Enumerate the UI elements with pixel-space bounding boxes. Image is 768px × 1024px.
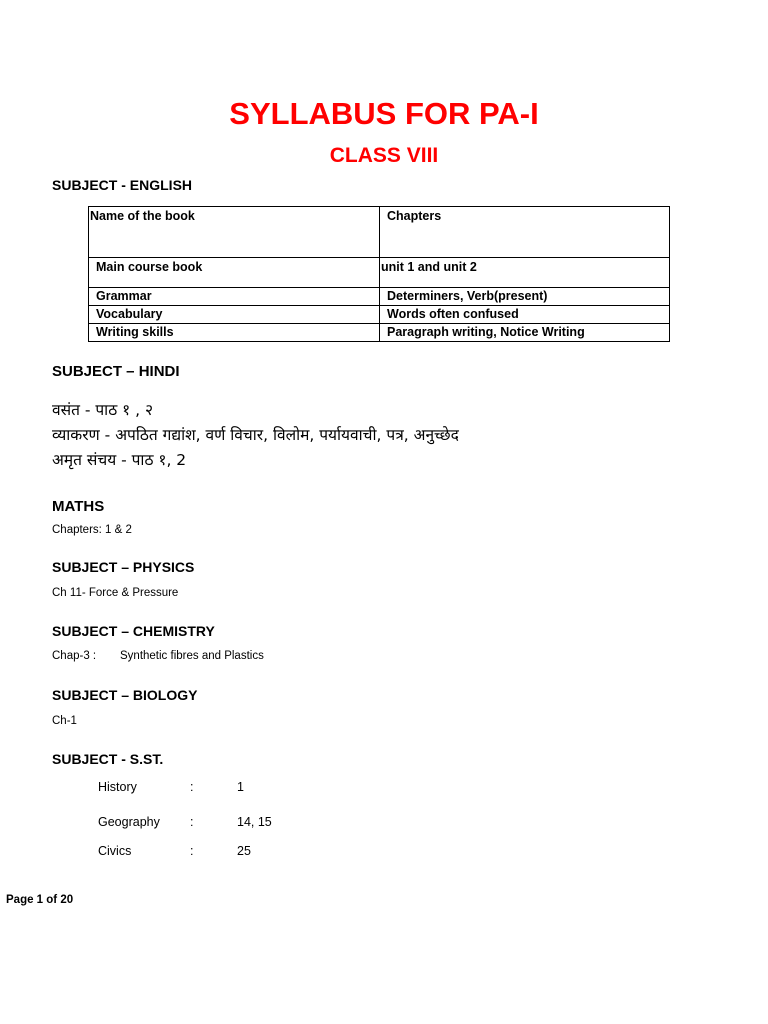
table-cell: Name of the book <box>89 207 380 258</box>
physics-heading: SUBJECT – PHYSICS <box>52 559 195 575</box>
sst-chapters: 25 <box>237 844 251 858</box>
table-cell: Chapters <box>380 207 670 258</box>
sst-subject: Geography <box>98 815 160 829</box>
table-cell: Main course book <box>89 258 380 288</box>
maths-heading: MATHS <box>52 498 105 515</box>
table-cell: Vocabulary <box>89 306 380 324</box>
maths-chapters: Chapters: 1 & 2 <box>52 524 132 536</box>
english-heading: SUBJECT - ENGLISH <box>52 177 193 193</box>
table-cell: Determiners, Verb(present) <box>380 288 670 306</box>
sst-heading: SUBJECT - S.ST. <box>52 751 164 767</box>
chemistry-heading: SUBJECT – CHEMISTRY <box>52 623 215 639</box>
sst-chapters: 14, 15 <box>237 815 272 829</box>
sst-subject: History <box>98 780 137 794</box>
table-row <box>89 207 670 258</box>
table-row <box>89 306 670 324</box>
sst-separator: : <box>190 844 194 858</box>
document-title: SYLLABUS FOR PA-I <box>229 96 539 131</box>
hindi-line: वसंत - पाठ १ , २ <box>52 401 154 419</box>
table-row <box>89 324 670 342</box>
table-cell: unit 1 and unit 2 <box>380 258 670 288</box>
english-syllabus-table <box>88 206 670 342</box>
sst-separator: : <box>190 780 194 794</box>
hindi-line: व्याकरण - अपठित गद्यांश, वर्ण विचार, विलोम, पर्यायवाची, पत्र, अनुच्छेद <box>52 426 459 444</box>
table-row <box>89 288 670 306</box>
hindi-heading: SUBJECT – HINDI <box>52 363 180 380</box>
biology-chapters: Ch-1 <box>52 715 77 727</box>
table-cell: Grammar <box>89 288 380 306</box>
page-number: Page 1 of 20 <box>6 894 74 906</box>
table-cell: Writing skills <box>89 324 380 342</box>
chemistry-chapter-name: Synthetic fibres and Plastics <box>120 650 264 662</box>
sst-subject: Civics <box>98 844 132 858</box>
chemistry-chapter: Chap-3 : <box>52 650 97 662</box>
table-cell: Words often confused <box>380 306 670 324</box>
sst-separator: : <box>190 815 194 829</box>
hindi-line: अमृत संचय - पाठ १, 2 <box>52 451 187 469</box>
table-row <box>89 258 670 288</box>
sst-chapters: 1 <box>237 780 244 794</box>
physics-chapters: Ch 11- Force & Pressure <box>52 587 179 599</box>
class-title: CLASS VIII <box>329 144 439 167</box>
table-cell: Paragraph writing, Notice Writing <box>380 324 670 342</box>
biology-heading: SUBJECT – BIOLOGY <box>52 687 198 703</box>
